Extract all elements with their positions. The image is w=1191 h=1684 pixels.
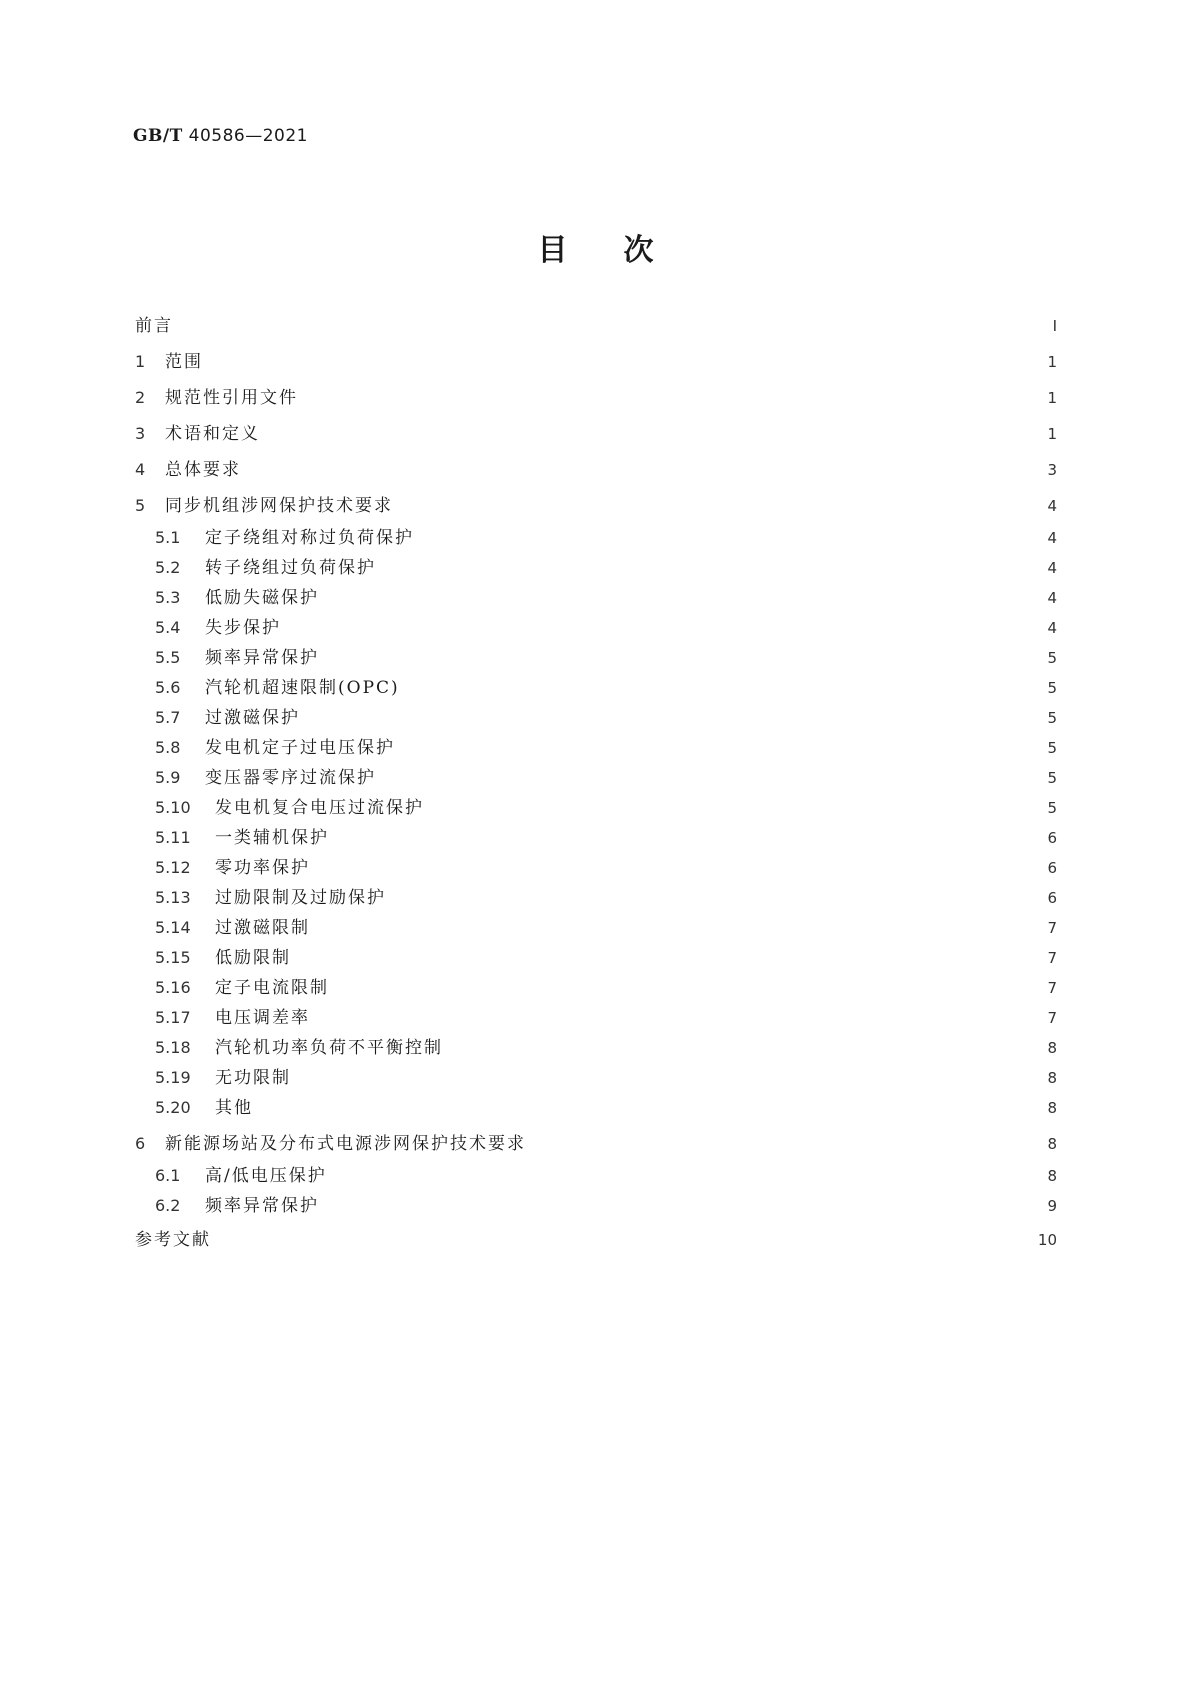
toc-title: 目次: [537, 233, 710, 268]
standard-code: [133, 126, 308, 146]
standard-code-prefix: GB/T: [133, 126, 183, 146]
table-of-contents: 前言 Ⅰ 1 范围 1 2 规范性引用文件 1 3 术语和定义 1 4 总体要求 3 5 同步机组涉网保护技术要求 4 5.1 定子绕组对称过负荷保护 4 5.2 转子绕组过负荷保护 4 5.3 低励失磁保护 4 5.4 失步保护 4 5.5 频率异常保护 5 5.6 汽轮机超速限制(OPC) 5 5.7 过激磁保护 5 5.8 发电机定子过电压保护 5 5.9 变压器零序过流保护 5 5.10 发电机复合电压过流保护 5 5.11 一类辅机保护 6 5.12 零功率保护 6 5.13 过励限制及过励保护 6 5.14 过激磁限制 7 5.15 低励限制 7 5.16 定子电流限制 7 5.17 电压调差率 7 5.18 汽轮机功率负荷不平衡控制 8 5.19 无功限制 8 5.20 其他 8 6 新能源场站及分布式电源涉网保护技术要求 8 6.1 高/低电压保护 8 6.2 频率异常保护 9 参考文献 10: [135, 316, 1057, 1250]
standard-code-number: 40586—2021: [188, 126, 308, 146]
